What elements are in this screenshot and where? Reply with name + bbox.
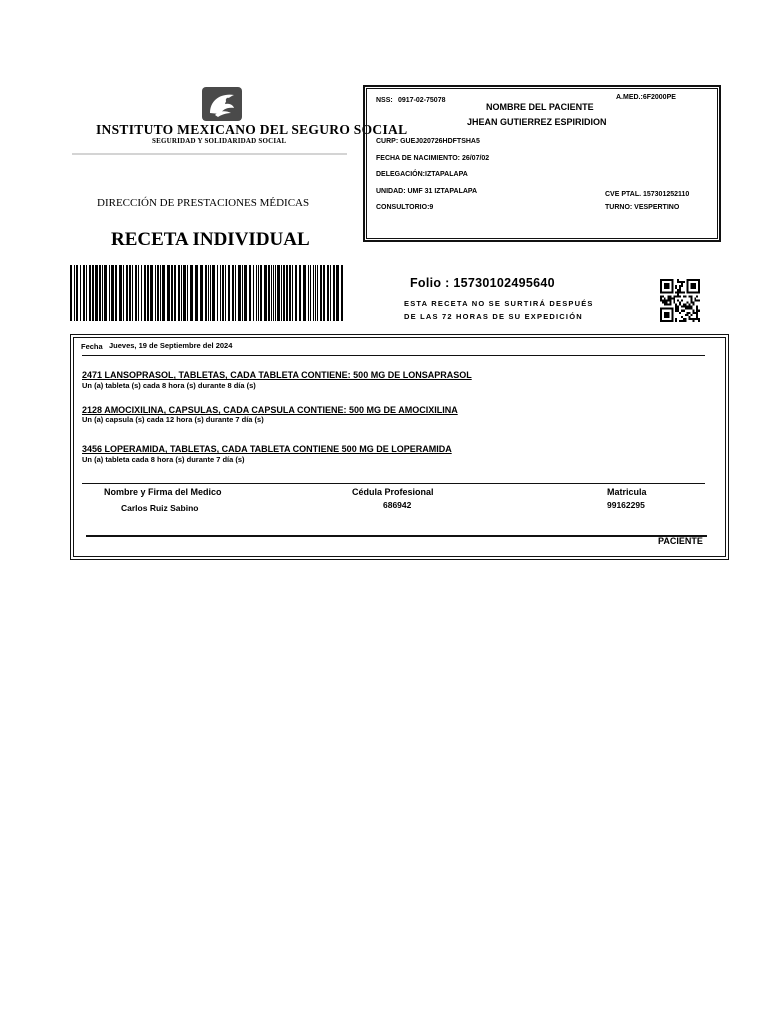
- patient-curp: CURP: GUEJ020726HDFTSHA5: [376, 138, 480, 145]
- nss-value: 0917-02-75078: [398, 97, 446, 104]
- nss-label: NSS:: [376, 97, 393, 104]
- patient-unidad: UNIDAD: UMF 31 IZTAPALAPA: [376, 188, 478, 195]
- document-title: RECETA INDIVIDUAL: [111, 229, 310, 250]
- medication-1-name: 2471 LANSOPRASOL, TABLETAS, CADA TABLETA CONTIENE: 500 MG DE LONSAPRASOL: [82, 370, 472, 380]
- matricula-value: 99162295: [607, 500, 645, 510]
- medication-2-dose: Un (a) capsula (s) cada 12 hora (s) durante 7 día (s): [82, 415, 264, 424]
- cedula-value: 686942: [383, 500, 412, 510]
- fecha-rule: [82, 355, 705, 356]
- fecha-label: Fecha: [81, 342, 103, 351]
- patient-consultorio: CONSULTORIO:9: [376, 204, 434, 211]
- imss-logo-icon: [201, 86, 243, 122]
- patient-birth-date: FECHA DE NACIMIENTO: 26/07/02: [376, 155, 490, 162]
- paciente-label: PACIENTE: [658, 536, 703, 546]
- institution-subtitle: SEGURIDAD Y SOLIDARIDAD SOCIAL: [152, 137, 287, 145]
- institution-name: INSTITUTO MEXICANO DEL SEGURO SOCIAL: [96, 122, 408, 137]
- direccion-label: DIRECCIÓN DE PRESTACIONES MÉDICAS: [97, 197, 310, 209]
- medico-label: Nombre y Firma del Medico: [104, 487, 222, 497]
- medication-3-name: 3456 LOPERAMIDA, TABLETAS, CADA TABLETA CONTIENE 500 MG DE LOPERAMIDA: [82, 444, 452, 454]
- folio-number: Folio : 15730102495640: [410, 276, 555, 290]
- medico-name: Carlos Ruiz Sabino: [121, 503, 199, 513]
- amed-code: A.MED.:6F2000PE: [616, 94, 676, 101]
- cedula-label: Cédula Profesional: [352, 487, 434, 497]
- patient-name: JHEAN GUTIERREZ ESPIRIDION: [467, 117, 607, 127]
- qr-code-icon: [660, 279, 700, 322]
- paciente-signature-line: [86, 535, 707, 537]
- patient-cve-ptal: CVE PTAL. 157301252110: [605, 191, 690, 198]
- medication-3-dose: Un (a) tableta cada 8 hora (s) durante 7 día (s): [82, 455, 245, 464]
- patient-delegacion: DELEGACIÓN:IZTAPALAPA: [376, 171, 468, 178]
- patient-name-heading: NOMBRE DEL PACIENTE: [486, 102, 594, 112]
- notice-line-2: DE LAS 72 HORAS DE SU EXPEDICIÓN: [404, 312, 583, 321]
- barcode: [70, 265, 345, 321]
- header-divider: [72, 153, 347, 155]
- fecha-value: Jueves, 19 de Septiembre del 2024: [109, 341, 233, 350]
- signature-top-rule: [82, 483, 705, 484]
- medication-2-name: 2128 AMOCIXILINA, CAPSULAS, CADA CAPSULA CONTIENE: 500 MG DE AMOCIXILINA: [82, 405, 458, 415]
- notice-line-1: ESTA RECETA NO SE SURTIRÁ DESPUÉS: [404, 299, 594, 308]
- medication-1-dose: Un (a) tableta (s) cada 8 hora (s) durante 8 día (s): [82, 381, 256, 390]
- matricula-label: Matricula: [607, 487, 647, 497]
- patient-turno: TURNO: VESPERTINO: [605, 204, 680, 211]
